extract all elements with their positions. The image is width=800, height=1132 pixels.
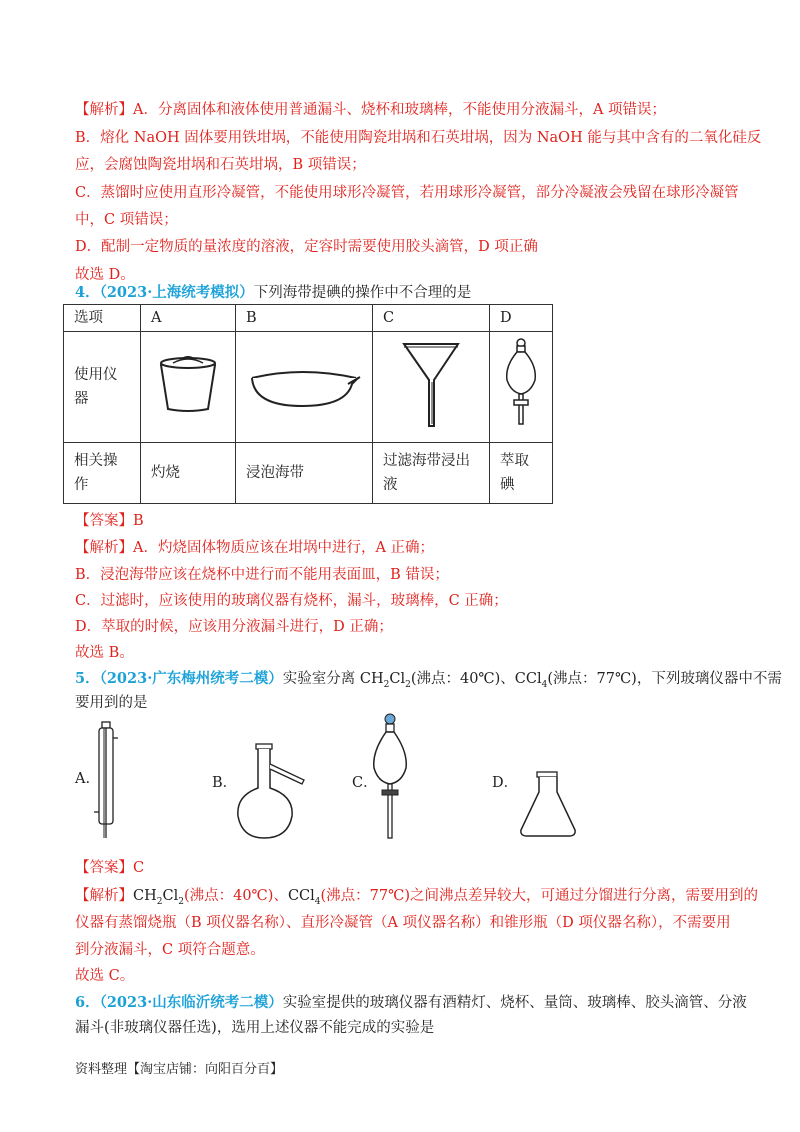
q5-question <box>75 667 782 690</box>
table-header-cell: B <box>236 305 373 332</box>
option-label-c: C． <box>352 775 378 791</box>
q4-analysis-line2: B．浸泡海带应该在烧杯中进行而不能用表面皿，B 错误； <box>75 567 449 583</box>
q4-answer: 【答案】B <box>75 513 144 529</box>
q5-conclusion: 故选 C。 <box>75 968 135 984</box>
q5-answer: 【答案】C <box>75 860 145 876</box>
table-header-cell: C <box>373 305 490 332</box>
q5-analysis-line2: 仪器有蒸馏烧瓶（B 项仪器名称）、直形冷凝管（A 项仪器名称）和锥形瓶（D 项仪器名称），不需要用 <box>75 915 731 931</box>
q4-question <box>75 281 471 302</box>
q3-analysis-line3: 应，会腐蚀陶瓷坩埚和石英坩埚，B 项错误； <box>75 157 366 173</box>
q4-analysis-line3: C．过滤时，应该使用的玻璃仪器有烧杯，漏斗，玻璃棒，C 正确； <box>75 593 508 609</box>
option-label-a: A. <box>75 771 91 787</box>
question-number: 5． <box>75 670 100 687</box>
operation-cell: 浸泡海带 <box>236 443 373 504</box>
table-header-cell: D <box>490 305 553 332</box>
q6-question-line2: 漏斗(非玻璃仪器任选)，选用上述仪器不能完成的实验是 <box>75 1020 435 1036</box>
q3-analysis-line2: B．熔化 NaOH 固体要用铁坩埚，不能使用陶瓷坩埚和石英坩埚，因为 NaOH 能与其中含有的二氧化硅反 <box>75 130 762 146</box>
option-label-b: B． <box>212 775 238 791</box>
separatory-funnel-option-icon <box>368 712 412 846</box>
option-label-d: D． <box>492 775 519 791</box>
question-source: （2023·山东临沂统考二模） <box>99 994 283 1011</box>
operation-cell: 灼烧 <box>141 443 236 504</box>
q4-options-table <box>63 304 553 504</box>
question-source: （2023·广东梅州统考二模） <box>99 670 283 687</box>
question-stem: 下列海带提碘的操作中不合理的是 <box>253 285 472 301</box>
question-stem: 实验室分离 $CH_2Cl_2$(沸点：40℃)、CCl$_4$(沸点：77℃)，下列玻璃仪器中不需 <box>282 671 782 690</box>
conical-flask-icon <box>515 770 581 844</box>
q3-analysis-line5: 中，C 项错误； <box>75 212 178 228</box>
q5-question-line2: 要用到的是 <box>75 695 148 711</box>
q4-conclusion: 故选 B。 <box>75 645 134 661</box>
q3-analysis-line4: C．蒸馏时应使用直形冷凝管，不能使用球形冷凝管，若用球形冷凝管，部分冷凝液会残留在球形冷凝管 <box>75 185 739 201</box>
question-number: 4． <box>75 284 100 301</box>
distillation-flask-icon <box>232 742 308 846</box>
straight-condenser-icon <box>92 720 120 846</box>
q4-analysis-line1: 【解析】A．灼烧固体物质应该在坩埚中进行，A 正确； <box>75 540 435 556</box>
funnel-icon <box>373 332 490 443</box>
table-header-cell: 选项 <box>64 305 141 332</box>
separatory-funnel-icon <box>490 332 553 443</box>
question-source: （2023·上海统考模拟） <box>99 284 254 301</box>
page-footer: 资料整理【淘宝店铺：向阳百分百】 <box>75 1062 284 1077</box>
q5-analysis-line3: 到分液漏斗，C 项符合题意。 <box>75 942 265 958</box>
row-label-operation: 相关操 作 <box>64 443 141 504</box>
q3-conclusion: 故选 D。 <box>75 267 135 283</box>
q5-analysis-line1: 【解析】$CH_2Cl_2$(沸点：40℃)、CCl$_4$(沸点：77℃)之间沸点差异较大，可通过分馏进行分离，需要用到的 <box>75 888 758 907</box>
crucible-icon <box>141 332 236 443</box>
watch-glass-icon <box>236 332 373 443</box>
operation-cell: 过滤海带浸出液 <box>373 443 490 504</box>
operation-cell: 萃取碘 <box>490 443 553 504</box>
table-header-cell: A <box>141 305 236 332</box>
q6-question <box>75 991 747 1012</box>
row-label-instrument: 使用仪 器 <box>64 332 141 443</box>
question-number: 6． <box>75 994 100 1011</box>
q3-analysis-line1: 【解析】A．分离固体和液体使用普通漏斗、烧杯和玻璃棒，不能使用分液漏斗，A 项错误； <box>75 102 667 118</box>
q3-analysis-line6: D．配制一定物质的量浓度的溶液，定容时需要使用胶头滴管，D 项正确 <box>75 239 538 255</box>
question-stem: 实验室提供的玻璃仪器有酒精灯、烧杯、量筒、玻璃棒、胶头滴管、分液 <box>282 995 747 1011</box>
q4-analysis-line4: D．萃取的时候，应该用分液漏斗进行，D 正确； <box>75 619 393 635</box>
